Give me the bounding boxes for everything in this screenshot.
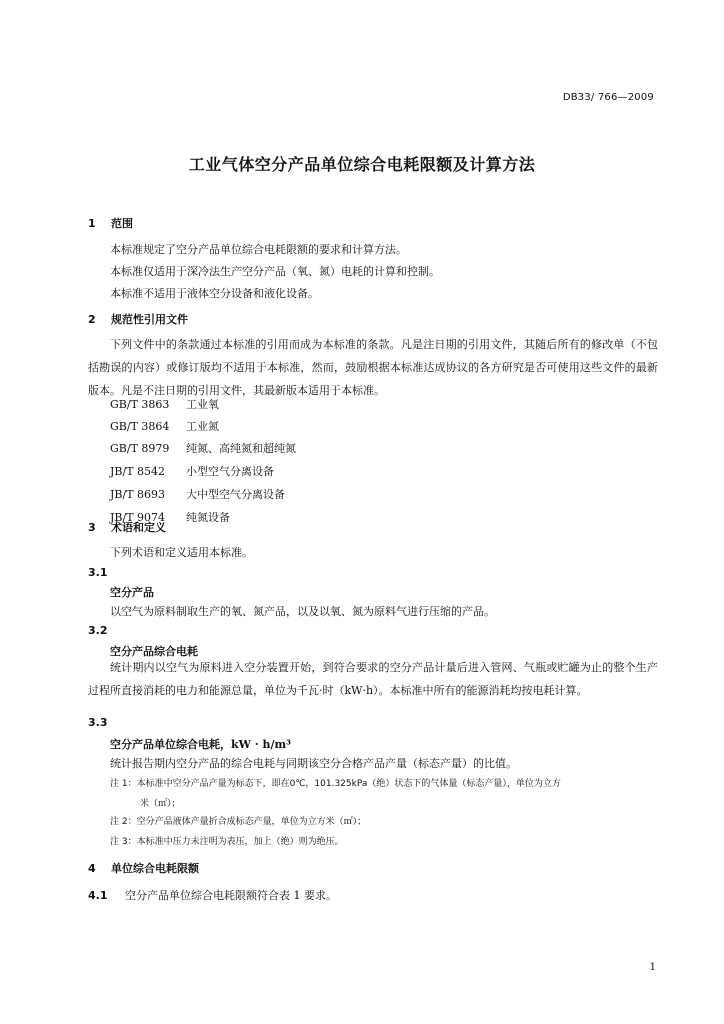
reference-item: [110, 396, 219, 412]
reference-name: 小型空气分离设备: [186, 465, 274, 478]
section-3-title: 术语和定义: [110, 521, 166, 534]
reference-name: 工业氧: [186, 398, 219, 411]
document-code: DB33/ 766—2009: [562, 92, 654, 103]
clause-3-3-number: 3.3: [88, 716, 108, 729]
section-1-title: 范围: [110, 217, 133, 230]
clause-3-2-definition: 统计期内以空气为原料进入空分装置开始，到符合要求的空分产品计量后进入管网、气瓶或贮罐为止的整个生产过程所直接消耗的电力和能源总量，单位为千瓦·时（kW·h）。本标准中所有的能源消耗均按电耗计算。: [88, 661, 658, 697]
note-1-line-1: 注 1：本标准中空分产品产量为标态下，即在0℃，101.325kPa（绝）状态下的气体量（标态产量），单位为立方: [110, 779, 561, 789]
reference-code: GB/T 3863: [110, 398, 170, 411]
section-1-line-3: 本标准不适用于液体空分设备和液化设备。: [110, 287, 319, 300]
reference-item: [110, 486, 285, 502]
section-1-heading: [88, 215, 133, 231]
reference-code: GB/T 8979: [110, 442, 170, 455]
clause-3-3-term: 空分产品单位综合电耗，kW · h/m³: [110, 738, 291, 751]
clause-3-2-number: 3.2: [88, 624, 108, 637]
section-3-number: 3: [88, 521, 96, 534]
reference-name: 纯氮设备: [186, 511, 230, 524]
section-1-line-1: 本标准规定了空分产品单位综合电耗限额的要求和计算方法。: [110, 243, 407, 256]
page-number: 1: [649, 962, 656, 973]
reference-item: [110, 418, 219, 434]
reference-name: 工业氮: [186, 420, 219, 433]
reference-item: [110, 463, 274, 479]
section-1-line-2: 本标准仅适用于深冷法生产空分产品（氧、氮）电耗的计算和控制。: [110, 265, 440, 278]
note-2: 注 2：空分产品液体产量折合成标态产量，单位为立方米（㎡）；: [110, 817, 367, 827]
reference-name: 纯氮、高纯氮和超纯氮: [186, 442, 296, 455]
reference-code: JB/T 9074: [110, 511, 166, 524]
section-1-number: 1: [88, 217, 96, 230]
clause-3-2-term: 空分产品综合电耗: [110, 645, 198, 658]
section-4-heading: [88, 860, 199, 876]
reference-code: GB/T 3864: [110, 420, 170, 433]
reference-code: JB/T 8693: [110, 488, 166, 501]
note-1-line-2: 米（㎡）；: [140, 799, 181, 809]
section-2-heading: [88, 311, 188, 327]
page-title: 工业气体空分产品单位综合电耗限额及计算方法: [188, 155, 536, 174]
section-2-intro: 下列文件中的条款通过本标准的引用而成为本标准的条款。凡是注日期的引用文件，其随后所有的修改单（不包括勘误的内容）或修订版均不适用于本标准，然而，鼓励根据本标准达成协议的各方研究是否可使用这些文件的最新版本。凡是不注日期的引用文件，其最新版本适用于本标准。: [88, 338, 658, 397]
reference-name: 大中型空气分离设备: [186, 488, 285, 501]
clause-3-1-term: 空分产品: [110, 586, 154, 599]
note-3: 注 3：本标准中压力未注明为表压，加上（绝）则为绝压。: [110, 837, 344, 847]
section-2-number: 2: [88, 313, 96, 326]
section-4-number: 4: [88, 862, 96, 875]
section-2-title: 规范性引用文件: [110, 313, 188, 326]
clause-4-1-number: 4.1: [88, 889, 108, 902]
clause-4-1: [88, 887, 337, 903]
clause-3-1-definition: 以空气为原料制取生产的氧、氮产品，以及以氧、氮为原料气进行压缩的产品。: [110, 605, 495, 618]
reference-code: JB/T 8542: [110, 465, 166, 478]
section-3-heading: [88, 519, 166, 535]
section-4-title: 单位综合电耗限额: [110, 862, 199, 875]
reference-item: [110, 440, 296, 456]
clause-3-1-number: 3.1: [88, 566, 108, 579]
section-3-intro: 下列术语和定义适用本标准。: [110, 546, 253, 559]
clause-4-1-text: 空分产品单位综合电耗限额符合表 1 要求。: [124, 889, 337, 902]
clause-3-3-definition: 统计报告期内空分产品的综合电耗与同期该空分合格产品产量（标态产量）的比值。: [110, 757, 517, 770]
